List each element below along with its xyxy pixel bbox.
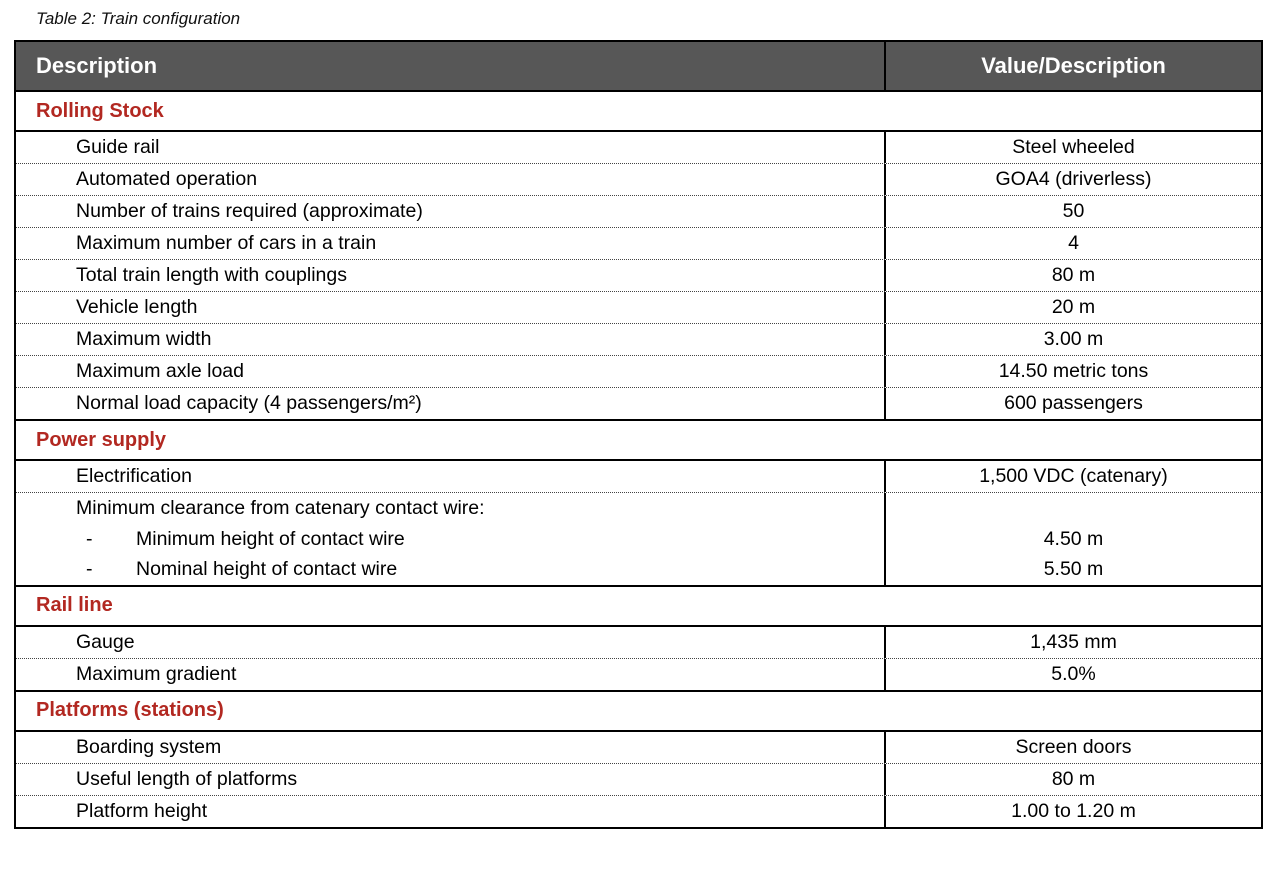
section-rows (16, 627, 1261, 690)
section-rolling-stock (16, 92, 1261, 421)
table-row (16, 795, 1261, 827)
row-value: 1.00 to 1.20 m (1011, 799, 1136, 822)
table-caption: Table 2: Train configuration (36, 9, 241, 28)
table-row (16, 259, 1261, 291)
row-label: Maximum gradient (16, 659, 886, 690)
row-value: 4 (1068, 232, 1079, 254)
subitem-value: 5.50 m (1043, 558, 1104, 580)
section-power-supply (16, 421, 1261, 587)
row-value: 20 m (1051, 296, 1096, 318)
clearance-heading: Minimum clearance from catenary contact wire: (76, 497, 485, 519)
row-value: 3.00 m (1043, 328, 1104, 350)
row-value: Screen doors (1015, 735, 1132, 758)
subitem-label: Minimum height of contact wire (136, 527, 405, 550)
row-label: Guide rail (16, 132, 886, 163)
clearance-subitem (16, 524, 884, 555)
column-header-value-description: Value/Description (981, 53, 1166, 78)
subitem-value: 4.50 m (1043, 527, 1104, 550)
section-platforms (16, 692, 1261, 827)
row-label: Electrification (16, 461, 886, 492)
table-row (16, 387, 1261, 419)
section-heading: Power supply (16, 421, 1261, 461)
row-label: Total train length with couplings (16, 260, 886, 291)
table-row (16, 163, 1261, 195)
row-label: Normal load capacity (4 passengers/m²) (16, 388, 886, 419)
section-rows (16, 461, 1261, 585)
row-value: 600 passengers (1004, 392, 1143, 414)
section-heading: Rolling Stock (16, 92, 1261, 132)
row-label: Gauge (16, 627, 886, 658)
row-label: Automated operation (16, 164, 886, 195)
section-rail-line (16, 587, 1261, 692)
column-header-description: Description (16, 42, 886, 90)
section-heading: Platforms (stations) (16, 692, 1261, 732)
section-rows (16, 132, 1261, 419)
dash-bullet: - (86, 527, 93, 550)
table-row-clearance (16, 492, 1261, 585)
table-row (16, 627, 1261, 658)
row-value: 50 (1062, 200, 1085, 222)
row-label: Useful length of platforms (16, 764, 886, 795)
row-label: Boarding system (16, 732, 886, 763)
table-row (16, 227, 1261, 259)
table-row (16, 195, 1261, 227)
subitem-label: Nominal height of contact wire (136, 558, 398, 580)
train-configuration-table (14, 40, 1263, 829)
row-value: 14.50 metric tons (998, 360, 1149, 382)
table-row (16, 355, 1261, 387)
table-row (16, 732, 1261, 763)
table-row (16, 461, 1261, 492)
row-value-group (886, 493, 1261, 585)
row-label-group (16, 493, 886, 585)
row-label: Vehicle length (16, 292, 886, 323)
row-value: GOA4 (driverless) (995, 168, 1152, 190)
row-value: Steel wheeled (1012, 136, 1135, 158)
row-value: 80 m (1051, 767, 1096, 790)
row-value: 1,435 mm (1030, 630, 1117, 653)
row-label: Maximum axle load (16, 356, 886, 387)
table-row (16, 658, 1261, 690)
row-value: 80 m (1051, 264, 1096, 286)
blank-line (886, 493, 1261, 524)
table-row (16, 132, 1261, 163)
row-value: 5.0% (1051, 662, 1096, 685)
row-label: Maximum number of cars in a train (16, 228, 886, 259)
row-value: 1,500 VDC (catenary) (979, 465, 1168, 487)
table-header-row (16, 42, 1261, 92)
row-label: Platform height (16, 796, 886, 827)
table-row (16, 323, 1261, 355)
clearance-subitem (16, 554, 884, 585)
dash-bullet: - (86, 558, 93, 580)
table-row (16, 763, 1261, 795)
section-rows (16, 732, 1261, 827)
table-row (16, 291, 1261, 323)
row-label: Number of trains required (approximate) (16, 196, 886, 227)
section-heading: Rail line (16, 587, 1261, 627)
row-label: Maximum width (16, 324, 886, 355)
